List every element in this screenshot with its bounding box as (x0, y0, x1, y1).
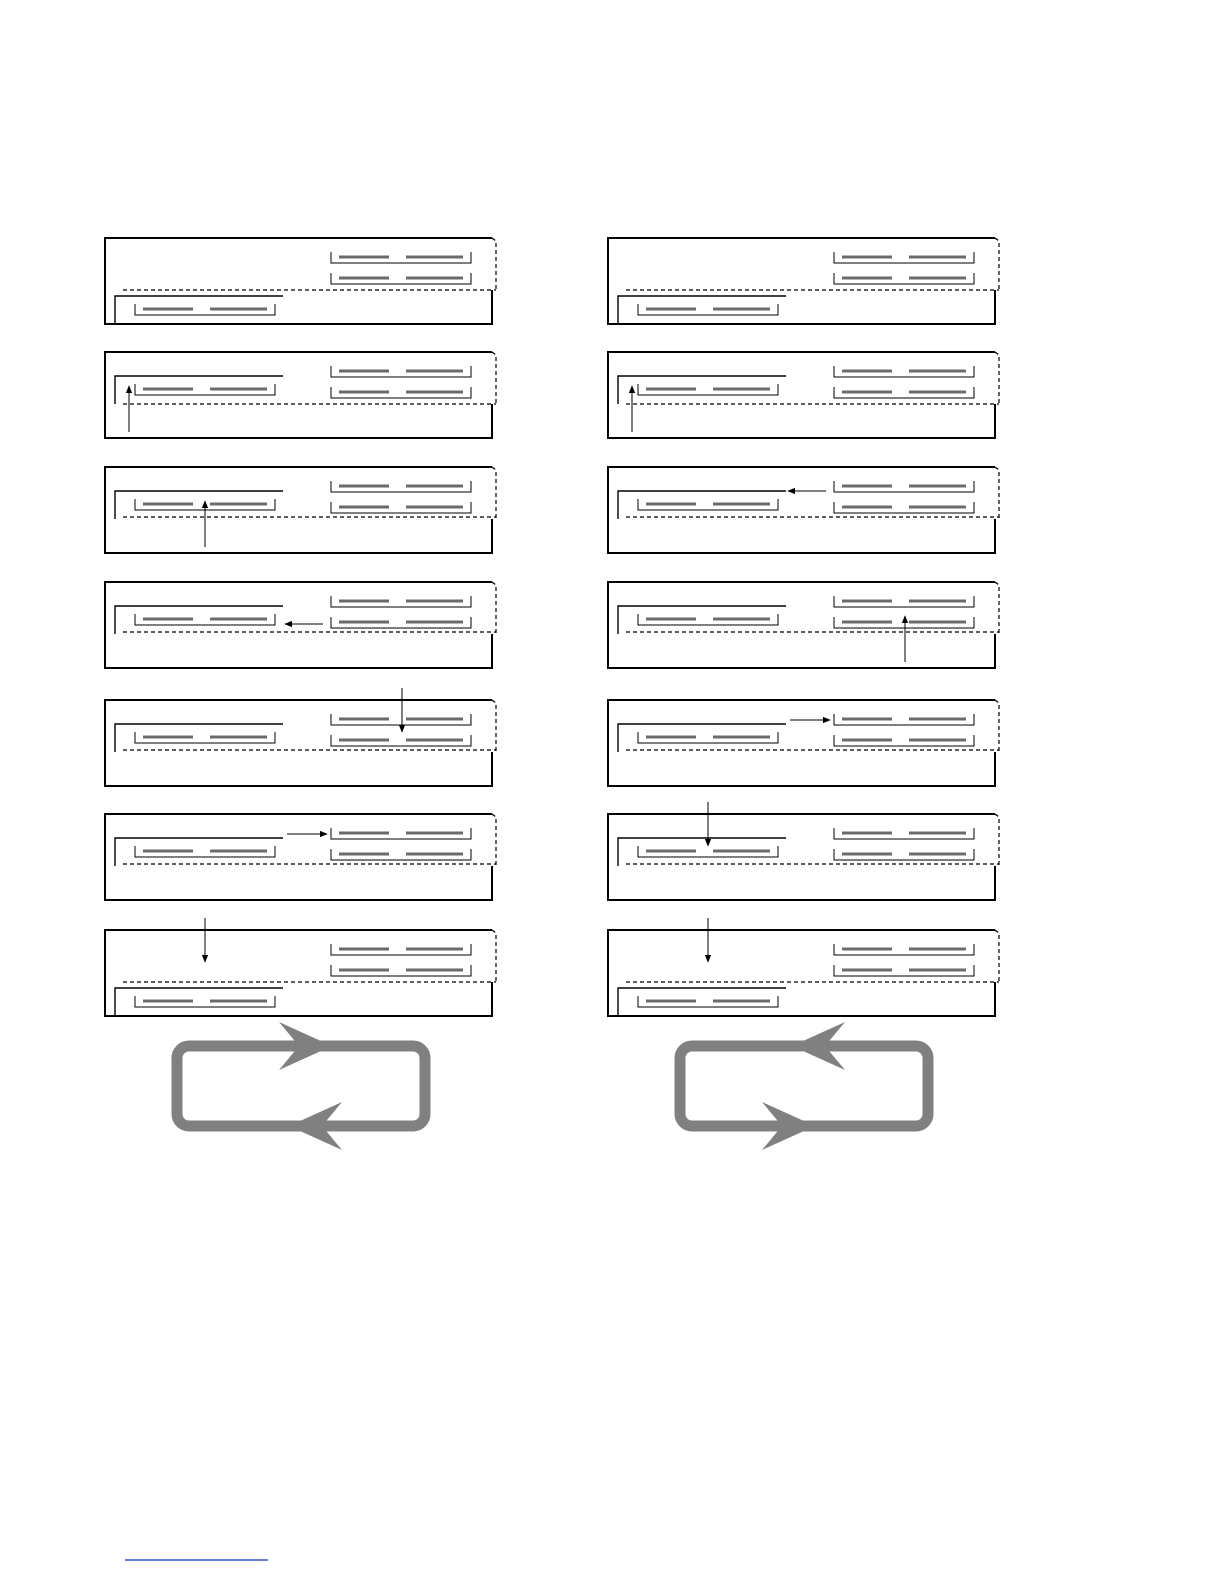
step-panel-left-5 (105, 688, 496, 786)
lower-bank-wafer (638, 846, 778, 857)
step-panel-left-2 (105, 352, 496, 438)
cycle-loop-right (680, 1022, 928, 1150)
chamber-frame-dashed (492, 700, 496, 752)
upper-bank-wafer (834, 481, 974, 492)
step-panel-left-1 (105, 238, 496, 324)
step-panel-left-4 (105, 582, 496, 668)
chamber-frame (608, 930, 995, 1016)
chamber-frame-dashed (995, 467, 999, 519)
step-panel-left-6 (105, 814, 496, 900)
chamber-frame-dashed (492, 814, 496, 866)
step-panel-right-3 (608, 467, 999, 553)
lower-bank-wafer (135, 732, 275, 743)
upper-bank-wafer (331, 596, 471, 607)
chamber-frame (608, 238, 995, 324)
step-panel-right-5 (608, 700, 999, 786)
chamber-frame-dashed (492, 930, 496, 982)
step-panel-right-7 (608, 918, 999, 1016)
upper-bank-wafer (331, 252, 471, 263)
upper-bank-wafer (834, 828, 974, 839)
upper-bank-wafer (331, 714, 471, 725)
step-panel-left-7 (105, 918, 496, 1016)
upper-bank-wafer (331, 617, 471, 628)
step-panel-right-6 (608, 802, 999, 900)
upper-bank-wafer (834, 944, 974, 955)
chamber-frame-dashed (492, 238, 496, 290)
cycle-loops (177, 1022, 928, 1150)
chamber-frame-dashed (995, 582, 999, 634)
lower-bank-wafer (638, 384, 778, 395)
upper-bank-wafer (331, 502, 471, 513)
lower-bank-wafer (638, 614, 778, 625)
chamber-frame-dashed (995, 814, 999, 866)
lower-bank-wafer (135, 614, 275, 625)
step-panel-right-2 (608, 352, 999, 438)
lower-bank-wafer (638, 732, 778, 743)
upper-bank-wafer (331, 944, 471, 955)
upper-bank-wafer (834, 387, 974, 398)
upper-bank-wafer (834, 849, 974, 860)
chamber-frame-dashed (995, 238, 999, 290)
lower-bank-wafer (638, 996, 778, 1007)
upper-bank-wafer (834, 273, 974, 284)
chamber-frame-dashed (492, 582, 496, 634)
step-panel-right-4 (608, 582, 999, 668)
cycle-loop-path (680, 1046, 928, 1126)
upper-bank-wafer (834, 502, 974, 513)
step-panels (105, 238, 999, 1016)
upper-bank-wafer (331, 735, 471, 746)
upper-bank-wafer (331, 828, 471, 839)
upper-bank-wafer (834, 965, 974, 976)
chamber-frame-dashed (995, 930, 999, 982)
cycle-loop-left (177, 1022, 425, 1150)
lower-bank-wafer (135, 996, 275, 1007)
upper-bank-wafer (834, 617, 974, 628)
lower-bank-wafer (135, 846, 275, 857)
step-panel-left-3 (105, 467, 496, 553)
lower-bank-wafer (135, 384, 275, 395)
upper-bank-wafer (834, 714, 974, 725)
upper-bank-wafer (331, 849, 471, 860)
upper-bank-wafer (331, 387, 471, 398)
upper-bank-wafer (834, 596, 974, 607)
chamber-frame-dashed (492, 467, 496, 519)
chamber-frame-dashed (995, 700, 999, 752)
upper-bank-wafer (331, 366, 471, 377)
upper-bank-wafer (331, 965, 471, 976)
lower-bank-wafer (638, 304, 778, 315)
chamber-frame-dashed (492, 352, 496, 404)
step-panel-right-1 (608, 238, 999, 324)
upper-bank-wafer (834, 735, 974, 746)
upper-bank-wafer (834, 366, 974, 377)
chamber-frame-dashed (995, 352, 999, 404)
upper-bank-wafer (331, 481, 471, 492)
upper-bank-wafer (331, 273, 471, 284)
lower-bank-wafer (638, 499, 778, 510)
chamber-frame (105, 238, 492, 324)
lower-bank-wafer (135, 304, 275, 315)
upper-bank-wafer (834, 252, 974, 263)
chamber-frame (105, 930, 492, 1016)
